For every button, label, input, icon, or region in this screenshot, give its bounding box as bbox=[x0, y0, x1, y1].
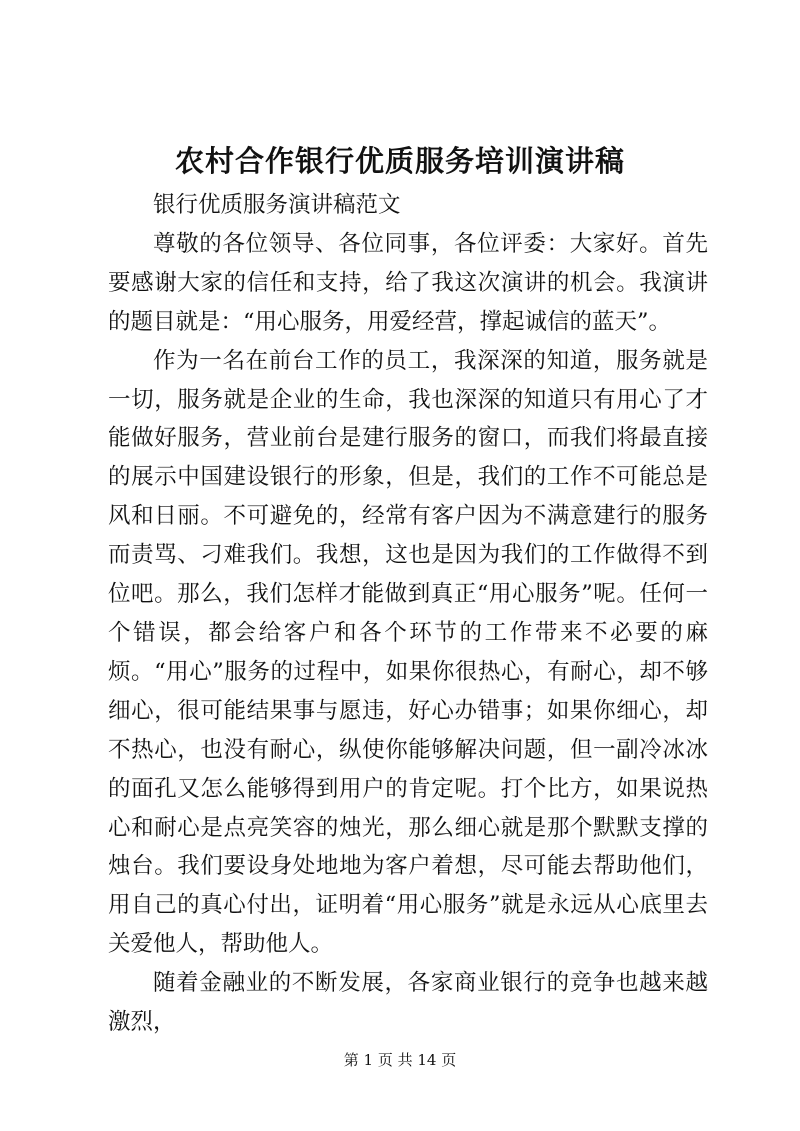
body-paragraph: 尊敬的各位领导、各位同事，各位评委：大家好。首先要感谢大家的信任和支持，给了我这次演讲的机会。我演讲的题目就是：“用心服务，用爱经营，撑起诚信的蓝天”。 bbox=[108, 230, 708, 335]
page-footer: 第 1 页 共 14 页 bbox=[343, 1051, 457, 1069]
document-body bbox=[108, 186, 708, 1042]
body-paragraph: 作为一名在前台工作的员工，我深深的知道，服务就是一切，服务就是企业的生命，我也深深的知道只有用心了才能做好服务，营业前台是建行服务的窗口，而我们将最直接的展示中国建设银行的形象，但是，我们的工作不可能总是风和日丽。不可避免的，经常有客户因为不满意建行的服务而责骂、刁难我们。我想，这也是因为我们的工作做得不到位吧。那么，我们怎样才能做到真正“用心服务”呢。任何一个错误，都会给客户和各个环节的工作带来不必要的麻烦。“用心”服务的过程中，如果你很热心，有耐心，却不够细心，很可能结果事与愿违，好心办错事；如果你细心，却不热心，也没有耐心，纵使你能够解决问题，但一副冷冰冰的面孔又怎么能够得到用户的肯定呢。打个比方，如果说热心和耐心是点亮笑容的烛光，那么细心就是那个默默支撑的烛台。我们要设身处地地为客户着想，尽可能去帮助他们，用自己的真心付出，证明着“用心服务”就是永远从心底里去关爱他人，帮助他人。 bbox=[108, 347, 708, 958]
document-title: 农村合作银行优质服务培训演讲稿 bbox=[174, 144, 625, 178]
body-paragraph: 随着金融业的不断发展，各家商业银行的竞争也越来越激烈， bbox=[108, 970, 708, 1036]
subtitle-paragraph: 银行优质服务演讲稿范文 bbox=[153, 192, 401, 218]
